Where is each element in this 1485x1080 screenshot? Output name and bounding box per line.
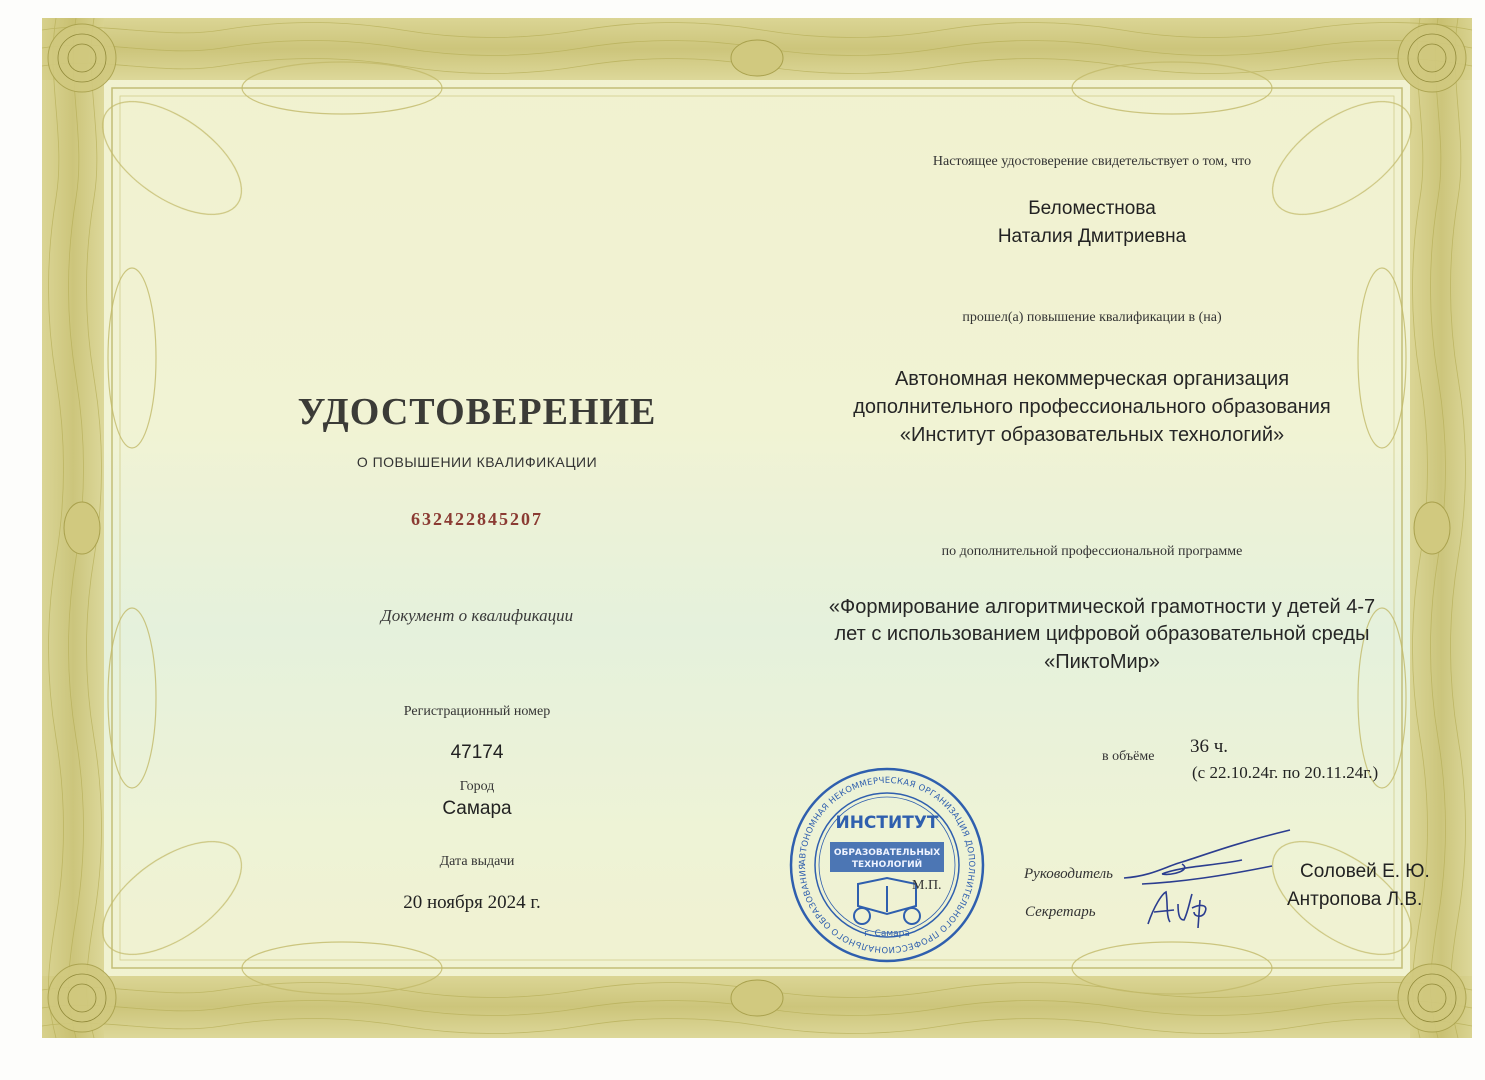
head-role-label: Руководитель bbox=[1024, 866, 1113, 882]
svg-text:ТЕХНОЛОГИЙ: ТЕХНОЛОГИЙ bbox=[851, 860, 923, 870]
certificate-number: 632422845207 bbox=[411, 509, 543, 529]
program-title-line: «ПиктоМир» bbox=[1044, 651, 1160, 673]
secretary-role-label: Секретарь bbox=[1025, 904, 1096, 920]
issue-date-label: Дата выдачи bbox=[439, 854, 515, 869]
document-title: УДОСТОВЕРЕНИЕ bbox=[297, 391, 657, 433]
organization-line: «Институт образовательных технологий» bbox=[899, 424, 1285, 446]
organization-line: Автономная некоммерческая организация bbox=[894, 368, 1290, 390]
organization-line: дополнительного профессионального образования bbox=[853, 396, 1331, 418]
program-title-line: «Формирование алгоритмической грамотности у детей 4-7 bbox=[828, 596, 1376, 618]
svg-text:АВТОНОМНАЯ НЕКОММЕРЧЕСКАЯ ОРГА: АВТОНОМНАЯ НЕКОММЕРЧЕСКАЯ ОРГАНИЗАЦИЯ ДОПОЛНИТЕЛЬНОГО ПРОФЕССИОНАЛЬНОГО ОБРАЗОВАНИЯ bbox=[797, 775, 977, 955]
stamp-place-mark: М.П. bbox=[912, 878, 942, 893]
recipient-given-names: Наталия Дмитриевна bbox=[997, 226, 1187, 247]
svg-text:ОБРАЗОВАТЕЛЬНЫХ: ОБРАЗОВАТЕЛЬНЫХ bbox=[833, 848, 941, 858]
registration-number-label: Регистрационный номер bbox=[403, 704, 551, 719]
city-value: Самара bbox=[442, 798, 512, 819]
program-title-line: лет с использованием цифровой образовательной среды bbox=[834, 623, 1370, 645]
document-subtitle: О ПОВЫШЕНИИ КВАЛИФИКАЦИИ bbox=[356, 454, 598, 470]
city-label: Город bbox=[459, 779, 495, 794]
volume-value: 36 ч. bbox=[1190, 736, 1229, 757]
training-period: (с 22.10.24г. по 20.11.24г.) bbox=[1192, 763, 1379, 782]
intro-text: Настоящее удостоверение свидетельствует о том, что bbox=[932, 154, 1252, 169]
volume-label: в объёме bbox=[1102, 749, 1155, 764]
issue-date-value: 20 ноября 2024 г. bbox=[403, 892, 541, 913]
program-label: по дополнительной профессиональной программе bbox=[941, 544, 1243, 559]
head-name: Соловей Е. Ю. bbox=[1300, 861, 1430, 882]
institution-seal bbox=[788, 766, 986, 964]
registration-number-value: 47174 bbox=[450, 742, 504, 763]
document-type: Документ о квалификации bbox=[380, 606, 574, 625]
certificate-sheet bbox=[42, 18, 1472, 1038]
secretary-signature bbox=[1144, 886, 1224, 931]
recipient-surname: Беломестнова bbox=[1028, 198, 1156, 219]
svg-text:ИНСТИТУТ: ИНСТИТУТ bbox=[835, 813, 939, 833]
secretary-name: Антропова Л.В. bbox=[1287, 889, 1423, 910]
svg-text:г. Самара: г. Самара bbox=[864, 929, 910, 939]
passed-training-text: прошел(а) повышение квалификации в (на) bbox=[962, 310, 1222, 325]
